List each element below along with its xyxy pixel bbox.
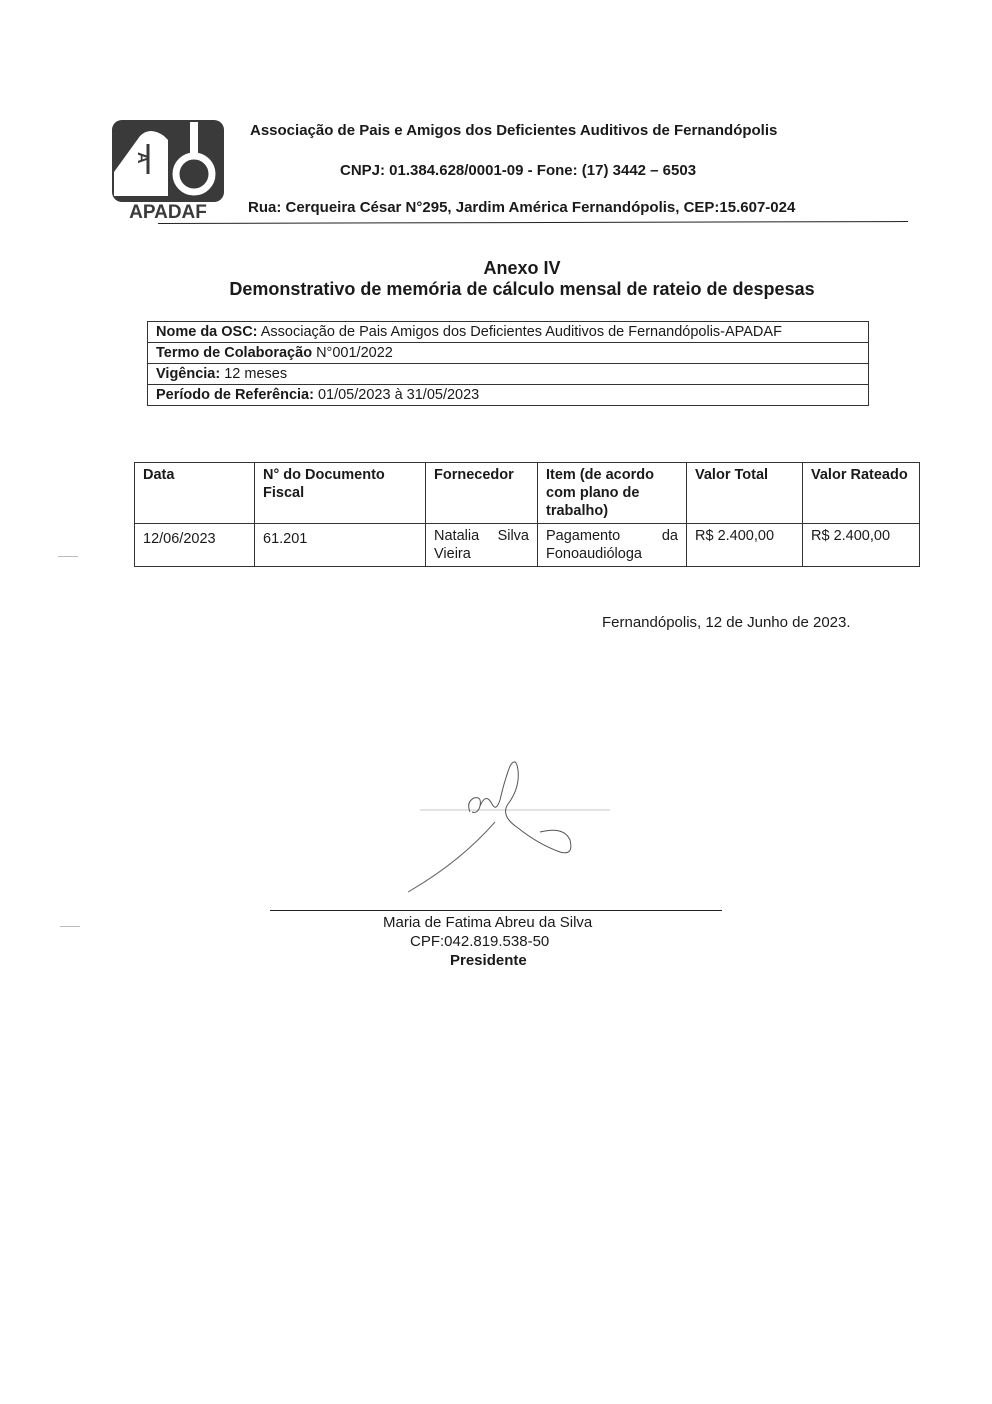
expense-table <box>134 462 920 567</box>
osc-name-label: Nome da OSC: <box>156 324 258 340</box>
col-header-valor-total: Valor Total <box>687 463 803 524</box>
cell-data: 12/06/2023 <box>135 524 255 567</box>
org-address: Rua: Cerqueira César N°295, Jardim América Fernandópolis, CEP:15.607-024 <box>248 199 796 216</box>
cell-documento: 61.201 <box>255 524 426 567</box>
signature-line <box>270 910 722 911</box>
signer-name: Maria de Fatima Abreu da Silva <box>383 914 593 931</box>
col-header-documento: N° do Documento Fiscal <box>255 463 426 524</box>
cell-valor-total: R$ 2.400,00 <box>687 524 803 567</box>
termo-row <box>148 342 868 363</box>
document-subtitle: Demonstrativo de memória de cálculo mensal de rateio de despesas <box>229 279 815 299</box>
cell-valor-rateado: R$ 2.400,00 <box>803 524 920 567</box>
org-cnpj-phone: CNPJ: 01.384.628/0001-09 - Fone: (17) 3442 – 6503 <box>340 162 697 179</box>
signer-cpf: CPF:042.819.538-50 <box>410 933 550 950</box>
col-header-item: Item (de acordo com plano de trabalho) <box>538 463 687 524</box>
vigencia-value: 12 meses <box>220 366 288 382</box>
apadaf-logo <box>110 118 226 220</box>
header-divider <box>158 221 908 224</box>
table-row <box>135 524 920 567</box>
cell-fornecedor: Natalia Silva Vieira <box>426 524 538 567</box>
handwritten-signature <box>400 752 630 902</box>
cell-item: Pagamento da Fonoaudióloga <box>538 524 687 567</box>
osc-name-value: Associação de Pais Amigos dos Deficientes Auditivos de Fernandópolis-APADAF <box>257 324 782 340</box>
termo-label: Termo de Colaboração <box>156 345 313 361</box>
scan-mark <box>60 926 80 927</box>
svg-text:A: A <box>134 152 151 164</box>
periodo-value: 01/05/2023 à 31/05/2023 <box>313 387 480 403</box>
osc-name-row <box>148 322 868 342</box>
col-header-fornecedor: Fornecedor <box>426 463 538 524</box>
table-header-row <box>135 463 920 524</box>
termo-value: N°001/2022 <box>312 345 393 361</box>
periodo-row <box>148 384 868 405</box>
col-header-valor-rateado: Valor Rateado <box>803 463 920 524</box>
annex-title: Anexo IV <box>483 258 561 278</box>
col-header-data: Data <box>135 463 255 524</box>
vigencia-label: Vigência: <box>156 366 221 382</box>
org-name: Associação de Pais e Amigos dos Deficientes Auditivos de Fernandópolis <box>250 122 778 139</box>
logo-text: APADAF <box>129 202 207 220</box>
scan-mark <box>58 556 78 557</box>
vigencia-row <box>148 363 868 384</box>
periodo-label: Período de Referência: <box>156 387 314 403</box>
osc-info-box <box>147 321 869 406</box>
signer-role: Presidente <box>450 952 527 969</box>
place-date: Fernandópolis, 12 de Junho de 2023. <box>602 614 851 631</box>
